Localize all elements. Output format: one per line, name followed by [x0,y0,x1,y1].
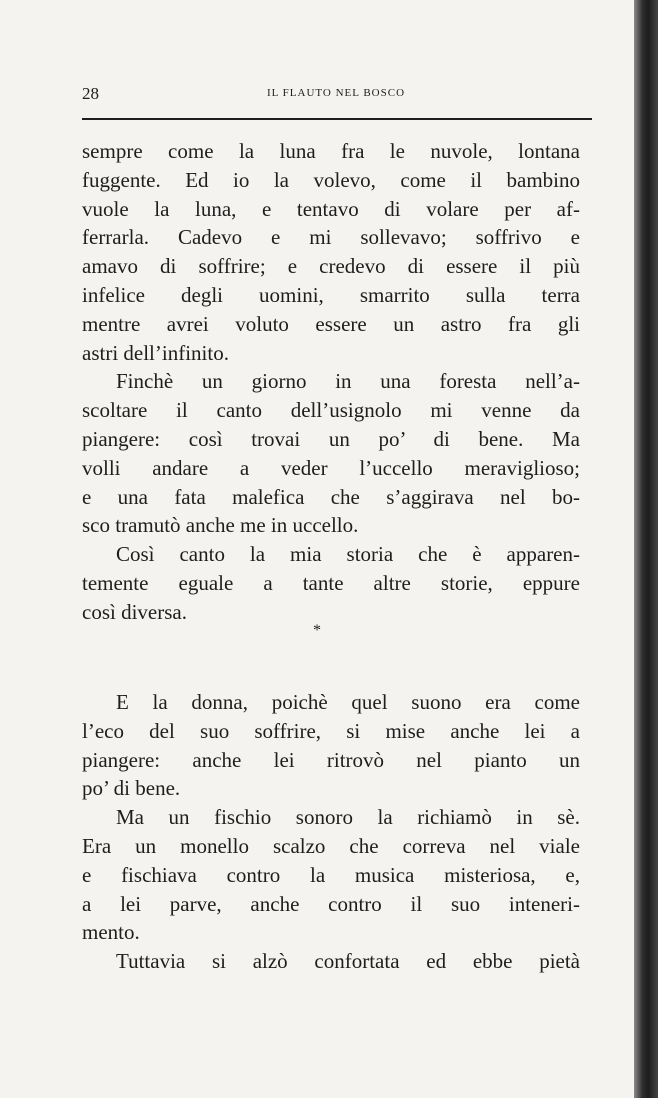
text-line: mento. [82,920,140,945]
text-line: Tuttavia si alzò confortata ed ebbe pietà [116,949,580,974]
text-line: vuole la luna, e tentavo di volare per af- [82,196,580,221]
page-number: 28 [82,84,99,103]
text-line: scoltare il canto dell’usignolo mi venne da [82,398,580,423]
header-rule [82,118,592,120]
text-line: amavo di soffrire; e credevo di essere il più [82,254,580,279]
text-line: piangere: anche lei ritrovò nel pianto un [82,747,580,772]
text-line: infelice degli uomini, smarrito sulla terra [82,282,580,307]
text-line: E la donna, poichè quel suono era come [116,690,580,714]
text-line: l’eco del suo soffrire, si mise anche lei a [82,718,580,743]
running-title: IL FLAUTO NEL BOSCO [266,87,406,99]
text-block-2 [82,688,580,976]
text-line: e una fata malefica che s’aggirava nel bo- [82,484,580,509]
text-line: sco tramutò anche me in uccello. [82,513,359,538]
text-line: così diversa. [82,599,187,624]
text-line: astri dell’infinito. [82,340,229,365]
text-line: volli andare a veder l’uccello meraviglioso; [82,455,580,480]
text-line: fuggente. Ed io la volevo, come il bambino [82,167,580,192]
page-header [82,84,590,106]
text-line: ferrarla. Cadevo e mi sollevavo; soffrivo e [82,225,580,250]
text-line: e fischiava contro la musica misteriosa, e, [82,862,580,887]
text-block-1 [82,137,580,627]
book-spine [634,0,658,1098]
text-line: temente eguale a tante altre storie, eppure [82,570,580,595]
text-line: Era un monello scalzo che correva nel viale [82,833,580,858]
text-line: sempre come la luna fra le nuvole, lontana [82,139,580,163]
text-line: Così canto la mia storia che è apparen- [116,542,580,567]
text-line: mentre avrei voluto essere un astro fra gli [82,311,580,336]
text-line: po’ di bene. [82,776,181,801]
text-line: piangere: così trovai un po’ di bene. Ma [82,426,580,451]
text-line: a lei parve, anche contro il suo inteneri- [82,891,580,916]
section-separator: * [313,622,321,639]
text-line: Finchè un giorno in una foresta nell’a- [116,369,580,394]
text-line: Ma un fischio sonoro la richiamò in sè. [116,805,580,830]
